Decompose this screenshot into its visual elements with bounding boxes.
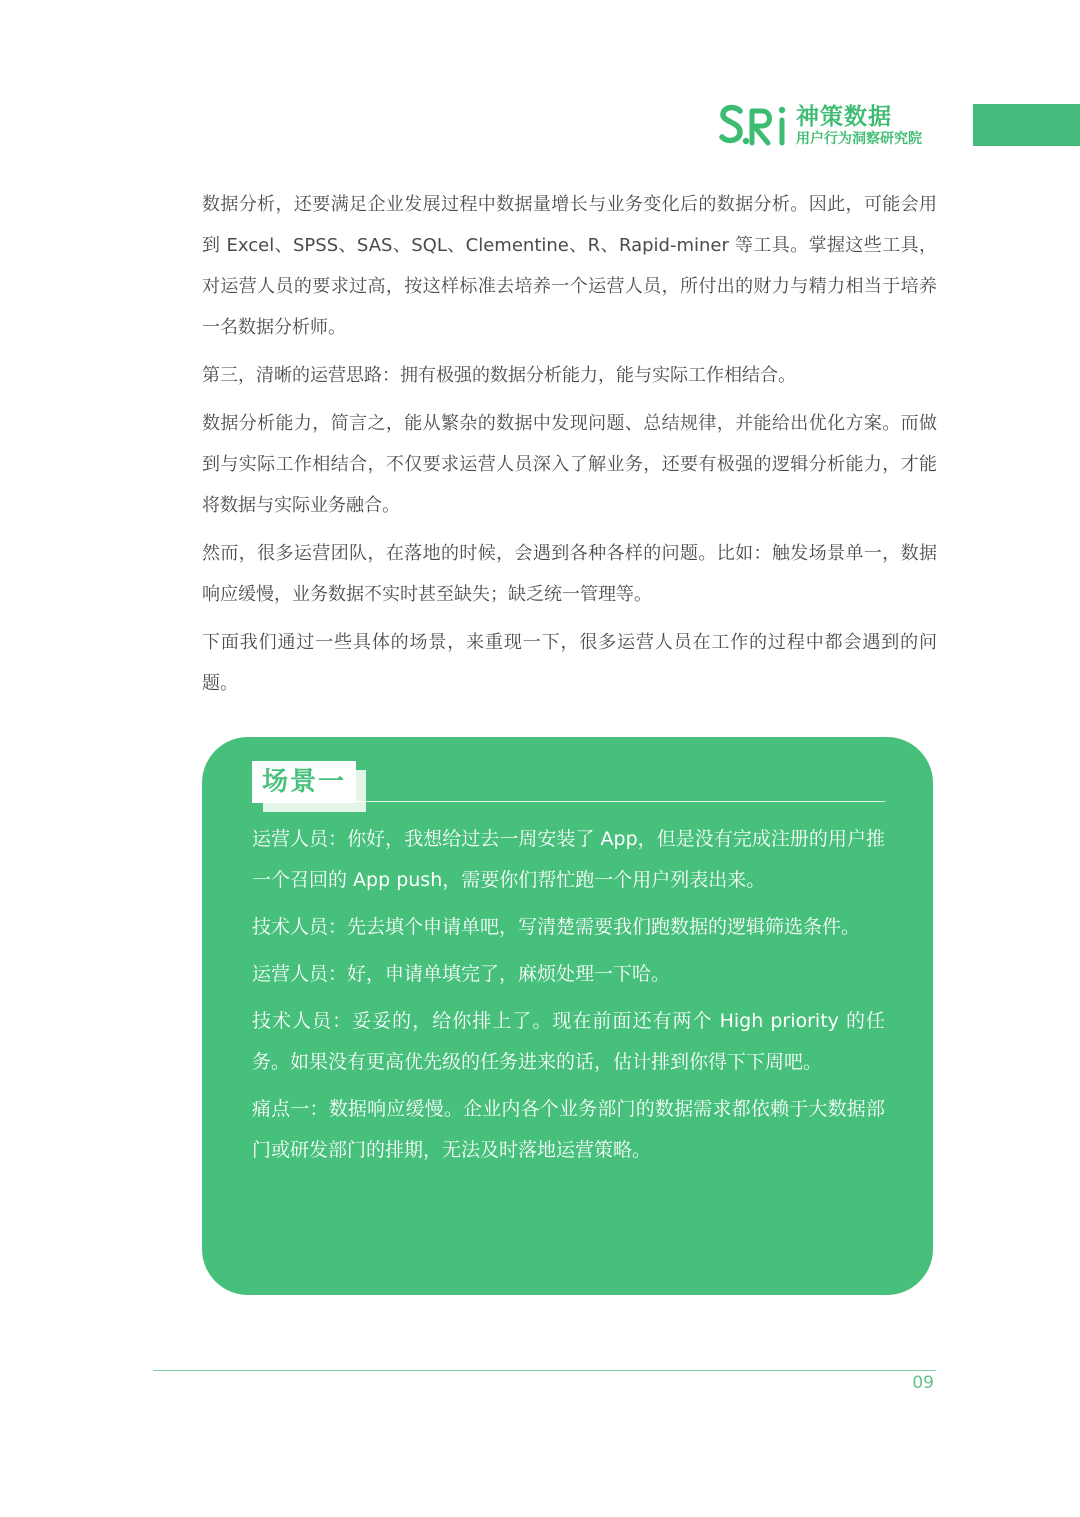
dialogue-line: 运营人员：你好，我想给过去一周安装了 App，但是没有完成注册的用户推一个召回的 App push，需要你们帮忙跑一个用户列表出来。 xyxy=(252,828,885,891)
paragraph: 数据分析能力，简言之，能从繁杂的数据中发现问题、总结规律，并能给出优化方案。而做到与实际工作相结合，不仅要求运营人员深入了解业务，还要有极强的逻辑分析能力，才能将数据与实际业务融合。 xyxy=(202,413,937,516)
scene-divider xyxy=(252,801,885,802)
paragraph: 下面我们通过一些具体的场景，来重现一下，很多运营人员在工作的过程中都会遇到的问题。 xyxy=(202,632,937,694)
scene-title: 场景一 xyxy=(252,761,356,803)
logo-company-name: 神策数据 xyxy=(796,104,892,130)
dialogue-line: 技术人员：妥妥的，给你排上了。现在前面还有两个 High priority 的任务。如果没有更高优先级的任务进来的话，估计排到你得下下周吧。 xyxy=(252,1010,885,1073)
brand-logo xyxy=(718,101,922,151)
logo-text-group xyxy=(796,104,922,148)
page-number: 09 xyxy=(912,1373,934,1393)
dialogue-line: 运营人员：好，申请单填完了，麻烦处理一下哈。 xyxy=(252,963,671,985)
dialogue-line: 技术人员：先去填个申请单吧，写清楚需要我们跑数据的逻辑筛选条件。 xyxy=(252,916,861,938)
sri-logo-icon xyxy=(718,103,790,149)
footer-divider xyxy=(153,1370,936,1371)
logo-subtitle: 用户行为洞察研究院 xyxy=(796,131,922,147)
pain-point: 痛点一：数据响应缓慢。企业内各个业务部门的数据需求都依赖于大数据部门或研发部门的排期，无法及时落地运营策略。 xyxy=(252,1098,885,1161)
scene-dialogue xyxy=(252,819,885,1177)
paragraph: 然而，很多运营团队，在落地的时候，会遇到各种各样的问题。比如：触发场景单一，数据响应缓慢，业务数据不实时甚至缺失；缺乏统一管理等。 xyxy=(202,543,937,605)
scene-box xyxy=(202,737,933,1295)
paragraph: 数据分析，还要满足企业发展过程中数据量增长与业务变化后的数据分析。因此，可能会用到 Excel、SPSS、SAS、SQL、Clementine、R、Rapid-miner 等工具。掌握这些工具，对运营人员的要求过高，按这样标准去培养一个运营人员，所付出的财力与精力相当于培养一名数据分析师。 xyxy=(202,194,937,338)
body-text xyxy=(202,184,937,711)
paragraph: 第三，清晰的运营思路：拥有极强的数据分析能力，能与实际工作相结合。 xyxy=(202,365,796,386)
header-accent-bar xyxy=(973,104,1080,146)
